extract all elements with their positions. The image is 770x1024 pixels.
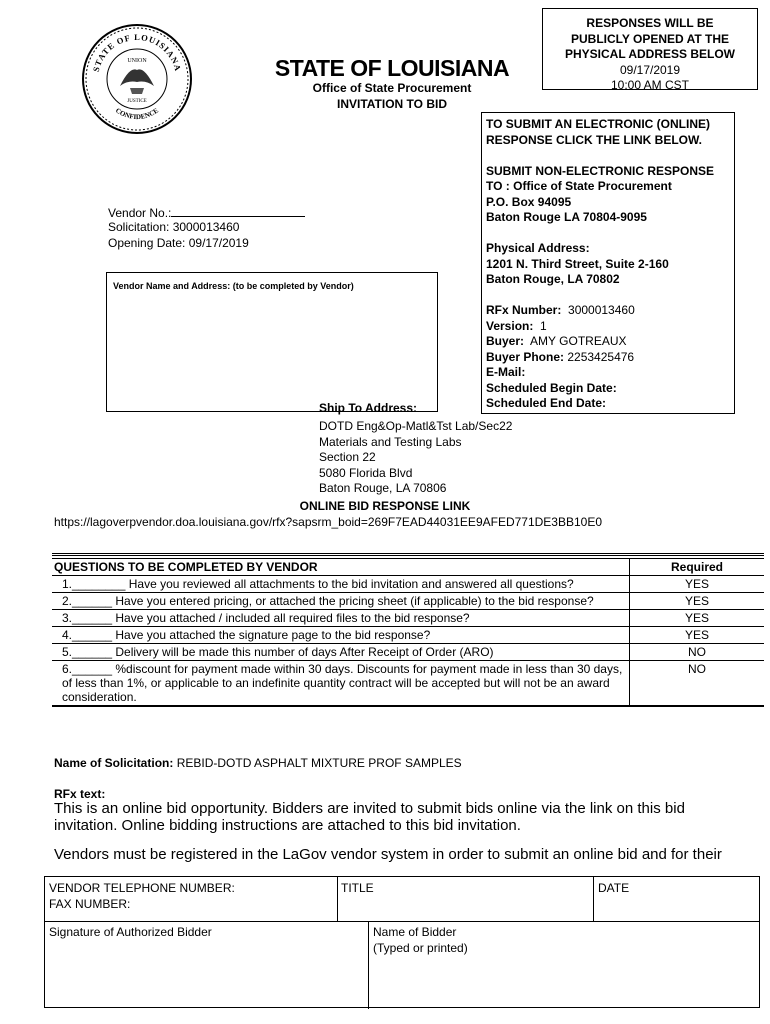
page-title: STATE OF LOUISIANA (274, 55, 510, 81)
electronic-line-1: TO SUBMIT AN ELECTRONIC (ONLINE) (486, 117, 710, 131)
version-row: Version: 1 (486, 318, 547, 333)
document-type: INVITATION TO BID (337, 97, 447, 111)
rfx-text-paragraph-1: This is an online bid opportunity. Bidders are invited to submit bids online via the link on this bid invitation. Online bidding instructions are attached to this bid invitation. (54, 800, 685, 834)
solicitation-name: Name of Solicitation: REBID-DOTD ASPHALT MIXTURE PROF SAMPLES (54, 756, 462, 770)
version-value: 1 (540, 318, 547, 333)
vendor-name-address-box[interactable] (106, 272, 438, 412)
table-row[interactable]: 6.______ %discount for payment made within 30 days. Discounts for payment made in less than 30 days, of less than 1%, or applicable to an indefinite quantity contract will be accepted but will not be an award consideration. NO (52, 661, 764, 707)
ship-to-label: Ship To Address: (319, 401, 418, 415)
solicitation-number: Solicitation: 3000013460 (108, 220, 240, 234)
submission-info-box (481, 112, 735, 414)
office-name: Office of State Procurement (312, 81, 472, 95)
online-bid-link-label: ONLINE BID RESPONSE LINK (299, 499, 471, 513)
rfx-text-paragraph-2: Vendors must be registered in the LaGov vendor system in order to submit an online bid and for their (54, 846, 722, 863)
vendor-phone-label: VENDOR TELEPHONE NUMBER: (49, 881, 235, 895)
divider (52, 553, 764, 556)
electronic-line-2: RESPONSE CLICK THE LINK BELOW. (486, 132, 703, 147)
date-field[interactable] (594, 877, 762, 921)
solicitation-name-value: REBID-DOTD ASPHALT MIXTURE PROF SAMPLES (176, 756, 462, 770)
email-label: E-Mail: (486, 365, 526, 379)
title-label: TITLE (341, 881, 374, 895)
table-row[interactable]: 3.______ Have you attached / included all required files to the bid response? YES (52, 610, 764, 627)
seal-justice-text: JUSTICE (127, 99, 147, 104)
seal-top-text: STATE OF LOUISIANA (90, 31, 184, 73)
nonelectronic-line-4: Baton Rouge LA 70804-9095 (486, 210, 647, 224)
state-seal (80, 22, 194, 136)
signature-block (44, 876, 760, 1008)
rfx-text-label: RFx text: (54, 787, 106, 801)
vendor-phone-field[interactable] (45, 877, 239, 916)
physical-address-label: Physical Address: (486, 241, 590, 255)
table-row[interactable]: 1.________ Have you reviewed all attachments to the bid invitation and answered all questions? YES (52, 576, 764, 593)
rfx-number-value: 3000013460 (568, 303, 635, 317)
table-row[interactable]: 5.______ Delivery will be made this number of days After Receipt of Order (ARO) NO (52, 644, 764, 661)
nonelectronic-line-2: TO : Office of State Procurement (486, 179, 672, 193)
date-label: DATE (598, 881, 630, 895)
title-field[interactable] (337, 877, 595, 921)
table-row[interactable]: 4.______ Have you attached the signature page to the bid response? YES (52, 627, 764, 644)
required-header: Required (630, 559, 765, 576)
begin-date-label: Scheduled Begin Date: (486, 380, 617, 395)
vendor-number-label: Vendor No.: (108, 205, 305, 222)
ship-to-address: DOTD Eng&Op-Matl&Tst Lab/Sec22 Materials and Testing Labs Section 22 5080 Florida Blvd Baton Rouge, LA 70806 (319, 419, 513, 495)
seal-union-text: UNION (127, 58, 147, 64)
nonelectronic-line-3: P.O. Box 94095 (486, 194, 572, 209)
buyer-phone-value: 2253425476 (567, 349, 635, 364)
questions-header: QUESTIONS TO BE COMPLETED BY VENDOR (52, 559, 630, 576)
bidder-name-label: Name of Bidder (373, 925, 457, 939)
opening-time-value: 10:00 AM CST (610, 78, 690, 92)
bidder-name-field[interactable] (369, 921, 757, 1009)
fax-number-label: FAX NUMBER: (49, 896, 131, 911)
questions-table (52, 558, 764, 707)
responses-line-2: PUBLICLY OPENED AT THE (570, 31, 730, 46)
online-bid-link[interactable]: https://lagoverpvendor.doa.louisiana.gov/rfx?sapsrm_boid=269F7EAD44031EE9AFED771DE3BB10E0 (54, 515, 603, 529)
table-row[interactable]: 2.______ Have you entered pricing, or attached the pricing sheet (if applicable) to the bid response? YES (52, 593, 764, 610)
opening-date: Opening Date: 09/17/2019 (108, 236, 249, 250)
responses-box (542, 8, 758, 90)
buyer-row: Buyer: AMY GOTREAUX (486, 334, 627, 348)
rfx-number-row: RFx Number: 3000013460 (486, 303, 635, 317)
bidder-name-sublabel: (Typed or printed) (373, 940, 468, 955)
signature-field[interactable] (45, 921, 368, 1009)
svg-text:STATE OF LOUISIANA (91, 32, 184, 73)
nonelectronic-line-1: SUBMIT NON-ELECTRONIC RESPONSE (486, 163, 715, 178)
vendor-name-address-label: Vendor Name and Address: (to be completed by Vendor) (113, 281, 354, 291)
signature-label: Signature of Authorized Bidder (49, 925, 212, 939)
seal-bottom-text: CONFIDENCE (113, 106, 161, 122)
responses-line-3: PHYSICAL ADDRESS BELOW (564, 47, 735, 61)
end-date-label: Scheduled End Date: (486, 396, 607, 410)
physical-address-line-1: 1201 N. Third Street, Suite 2-160 (486, 256, 669, 271)
opening-date-value: 09/17/2019 (619, 62, 681, 77)
physical-address-line-2: Baton Rouge, LA 70802 (486, 272, 620, 286)
responses-line-1: RESPONSES WILL BE (586, 16, 714, 30)
vendor-number-line[interactable] (171, 205, 305, 217)
buyer-phone-row: Buyer Phone: 2253425476 (486, 349, 635, 364)
buyer-value: AMY GOTREAUX (530, 334, 627, 348)
